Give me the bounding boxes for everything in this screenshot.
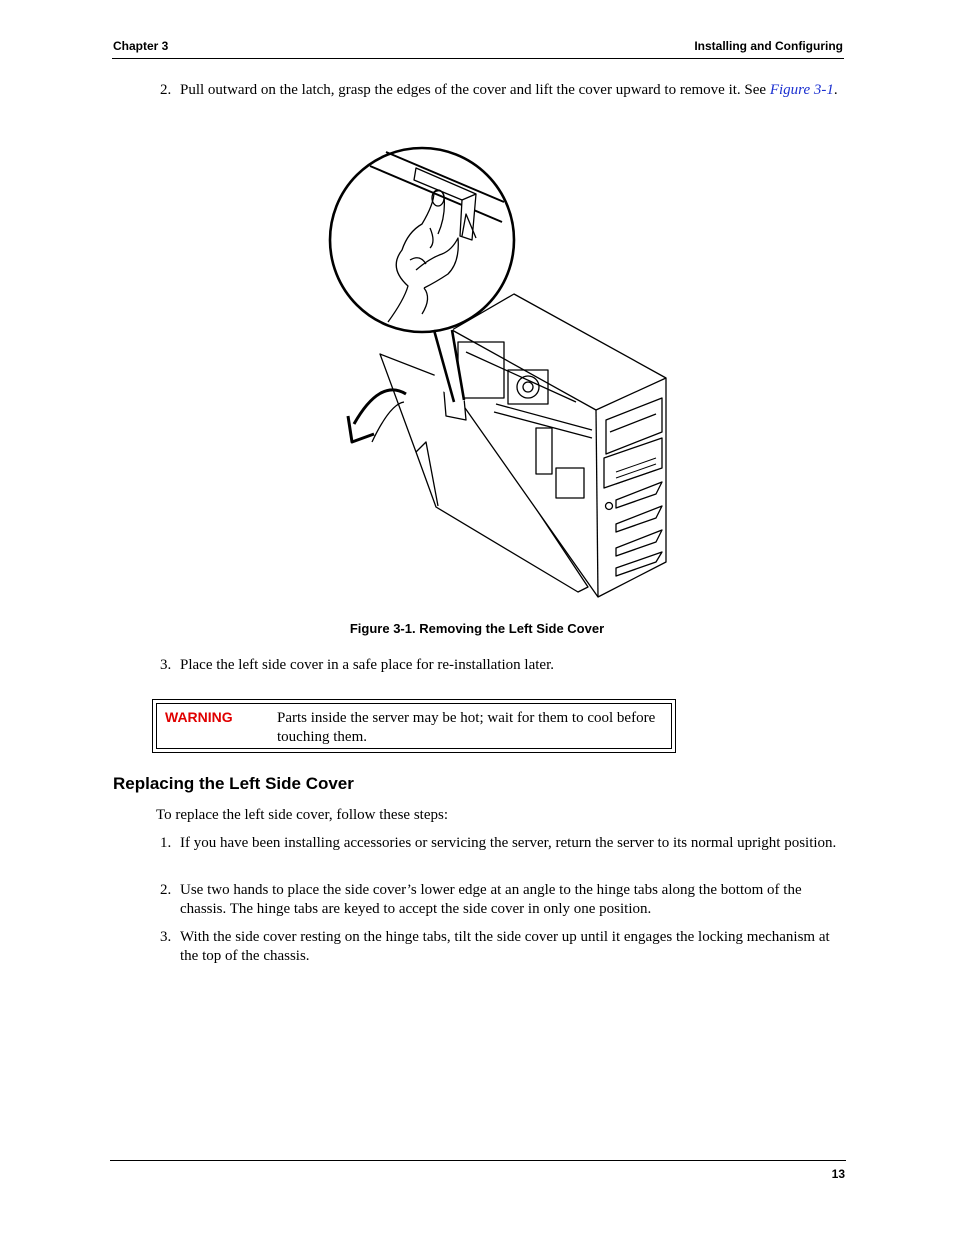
warning-label: WARNING: [165, 709, 233, 725]
section-intro: To replace the left side cover, follow these steps:: [156, 807, 448, 823]
step-text: [180, 81, 850, 100]
section-label: Installing and Configuring: [694, 39, 843, 53]
page-footer: [110, 1160, 846, 1181]
figure-removing-cover: [326, 142, 672, 602]
page-header: [112, 38, 844, 59]
warning-text: Parts inside the server may be hot; wait for them to cool before touching them.: [277, 710, 656, 745]
chapter-label: Chapter 3: [113, 39, 169, 53]
warning-box: [152, 699, 676, 753]
section-heading: Replacing the Left Side Cover: [113, 774, 354, 793]
step-number: 1.: [160, 835, 172, 851]
step-number: 2.: [160, 82, 172, 98]
step-text-end: .: [833, 82, 838, 98]
step-text: If you have been installing accessories or servicing the server, return the server to its normal upright position.: [180, 835, 837, 851]
page-number: 13: [831, 1167, 845, 1181]
step-number: 3.: [160, 657, 172, 673]
step-number: 2.: [160, 882, 172, 898]
step-text: Use two hands to place the side cover’s lower edge at an angle to the hinge tabs along the bottom of the chassis. The hinge tabs are keyed to accept the side cover in only one position.: [180, 882, 802, 917]
figure-link[interactable]: Figure 3-1: [769, 82, 834, 98]
figure-caption: Figure 3-1. Removing the Left Side Cover: [349, 621, 605, 636]
step-text-part: Pull outward on the latch, grasp the edges of the cover and lift the cover upward to remove it. See: [180, 82, 770, 98]
step-number: 3.: [160, 929, 172, 945]
step-text: Place the left side cover in a safe place for re-installation later.: [180, 657, 554, 673]
step-text: With the side cover resting on the hinge tabs, tilt the side cover up until it engages the locking mechanism at the top of the chassis.: [180, 929, 830, 964]
warning-inner-frame: [156, 703, 672, 749]
